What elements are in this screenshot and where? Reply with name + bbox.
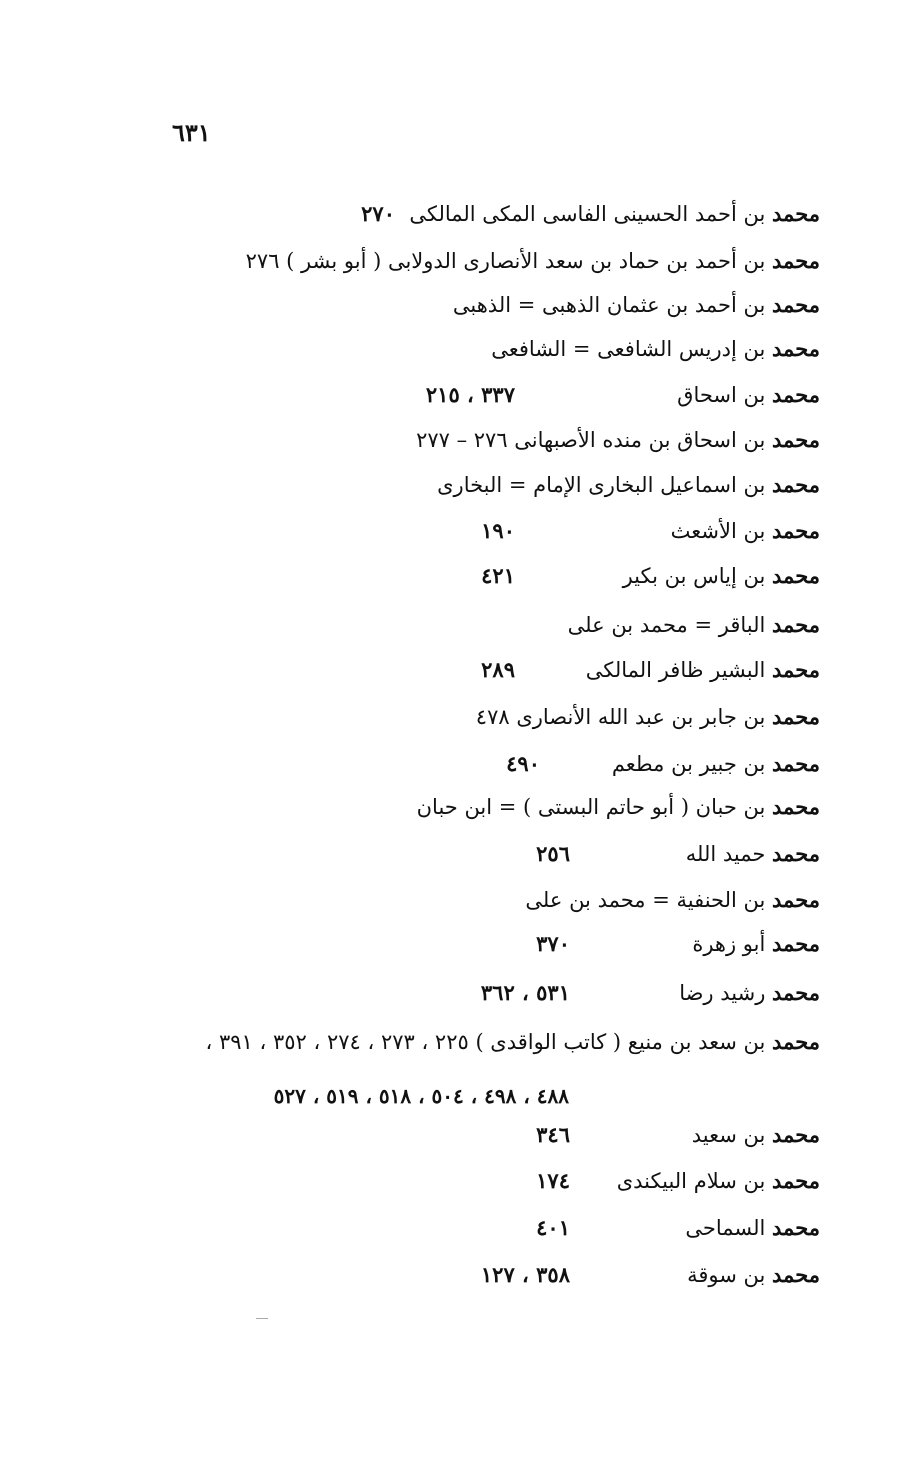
entry-name: أبو زهرة	[692, 932, 766, 956]
index-entry	[536, 926, 820, 962]
entry-name: بن اسحاق بن منده الأصبهانى ٢٧٦ – ٢٧٧	[416, 428, 766, 452]
entry-first-word: محمد	[772, 751, 820, 776]
entry-first-word: محمد	[772, 427, 820, 452]
index-entry	[480, 1257, 820, 1293]
entry-first-word: محمد	[772, 657, 820, 682]
entry-name: السماحى	[685, 1216, 766, 1240]
index-entry	[425, 377, 820, 413]
entry-first-word: محمد	[772, 704, 820, 729]
entry-pages: ٤٠١	[536, 1215, 570, 1240]
entry-first-word: محمد	[772, 980, 820, 1005]
scan-speck	[256, 1318, 268, 1319]
entry-pages: ٢٧٠	[361, 201, 395, 226]
entry-name: بن اسحاق	[677, 383, 766, 407]
index-entry	[480, 975, 820, 1011]
entry-name: بن إياس بن بكير	[622, 564, 766, 588]
entry-first-word: محمد	[772, 201, 820, 226]
index-entry	[437, 467, 820, 503]
entry-pages: ٣٥٨ ، ١٢٧	[480, 1262, 570, 1287]
entry-first-word: محمد	[772, 1215, 820, 1240]
entry-first-word: محمد	[772, 248, 820, 273]
entry-name: بن سلام البيكندى	[616, 1169, 766, 1193]
index-entry	[481, 652, 820, 688]
index-entry	[417, 789, 820, 825]
entry-name: بن سعيد	[691, 1123, 766, 1147]
entry-pages: ٣٤٦	[536, 1122, 570, 1147]
entry-name: البشير ظافر المالكى	[585, 658, 766, 682]
index-entry	[536, 836, 820, 872]
index-entry	[525, 882, 820, 918]
entry-name: بن حبان ( أبو حاتم البستى ) = ابن حبان	[416, 795, 766, 819]
index-entry	[491, 331, 820, 367]
entry-pages: ١٧٤	[536, 1168, 570, 1193]
entry-first-word: محمد	[772, 1122, 820, 1147]
index-entry	[506, 746, 820, 782]
entry-pages: ٣٧٠	[536, 931, 570, 956]
entry-first-word: محمد	[772, 612, 820, 637]
entry-name: بن الحنفية = محمد بن على	[525, 888, 766, 912]
entry-first-word: محمد	[772, 563, 820, 588]
index-entry	[206, 1024, 820, 1060]
entry-name: بن أحمد بن حماد بن سعد الأنصارى الدولابى ( أبو بشر ) ٢٧٦	[245, 249, 766, 273]
entry-name: بن الأشعث	[670, 519, 766, 543]
entry-name: بن إدريس الشافعى = الشافعى	[491, 337, 766, 361]
entry-name: بن أحمد بن عثمان الذهبى = الذهبى	[452, 293, 766, 317]
entry-first-word: محمد	[772, 382, 820, 407]
entry-first-word: محمد	[772, 336, 820, 361]
index-entry	[246, 243, 820, 279]
entry-pages: ١٩٠	[481, 518, 515, 543]
index-entry	[481, 513, 820, 549]
entry-first-word: محمد	[772, 518, 820, 543]
entry-first-word: محمد	[772, 794, 820, 819]
entry-name: بن اسماعيل البخارى الإمام = البخارى	[437, 473, 766, 497]
page-number: ٦٣١	[172, 118, 211, 147]
index-entry	[536, 1117, 820, 1153]
index-entry	[476, 699, 820, 735]
entry-pages: ٤٩٠	[506, 751, 540, 776]
entry-name: رشيد رضا	[679, 981, 766, 1005]
entry-first-word: محمد	[772, 841, 820, 866]
index-entry	[536, 1163, 820, 1199]
entry-first-word: محمد	[772, 472, 820, 497]
entry-name: بن جبير بن مطعم	[611, 752, 766, 776]
entry-first-word: محمد	[772, 1168, 820, 1193]
entry-first-word: محمد	[772, 1029, 820, 1054]
index-entry	[536, 1210, 820, 1246]
entry-pages: ٥٣١ ، ٣٦٢	[480, 980, 570, 1005]
entry-continuation-pages: ٤٨٨ ، ٤٩٨ ، ٥٠٤ ، ٥١٨ ، ٥١٩ ، ٥٢٧	[273, 1084, 569, 1108]
entry-pages: ٢٥٦	[536, 841, 570, 866]
entry-name: بن أحمد الحسينى الفاسى المكى المالكى	[409, 202, 766, 226]
entry-first-word: محمد	[772, 292, 820, 317]
entry-first-word: محمد	[772, 1262, 820, 1287]
entry-first-word: محمد	[772, 887, 820, 912]
entry-first-word: محمد	[772, 931, 820, 956]
index-entry	[568, 607, 820, 643]
entry-name: بن سوقة	[687, 1263, 766, 1287]
index-entry	[361, 196, 820, 232]
entry-name: الباقر = محمد بن على	[567, 613, 766, 637]
entry-pages: ٤٢١	[481, 563, 515, 588]
entry-name: بن جابر بن عبد الله الأنصارى ٤٧٨	[475, 705, 766, 729]
index-entry	[416, 422, 820, 458]
entry-pages: ٢٨٩	[481, 657, 515, 682]
entry-pages: ٣٣٧ ، ٢١٥	[425, 382, 515, 407]
entry-name: حميد الله	[685, 842, 766, 866]
index-entry	[481, 558, 820, 594]
index-entry	[453, 287, 820, 323]
entry-name: بن سعد بن منيع ( كاتب الواقدى ) ٢٢٥ ، ٢٧٣ ، ٢٧٤ ، ٣٥٢ ، ٣٩١ ،	[205, 1030, 766, 1054]
